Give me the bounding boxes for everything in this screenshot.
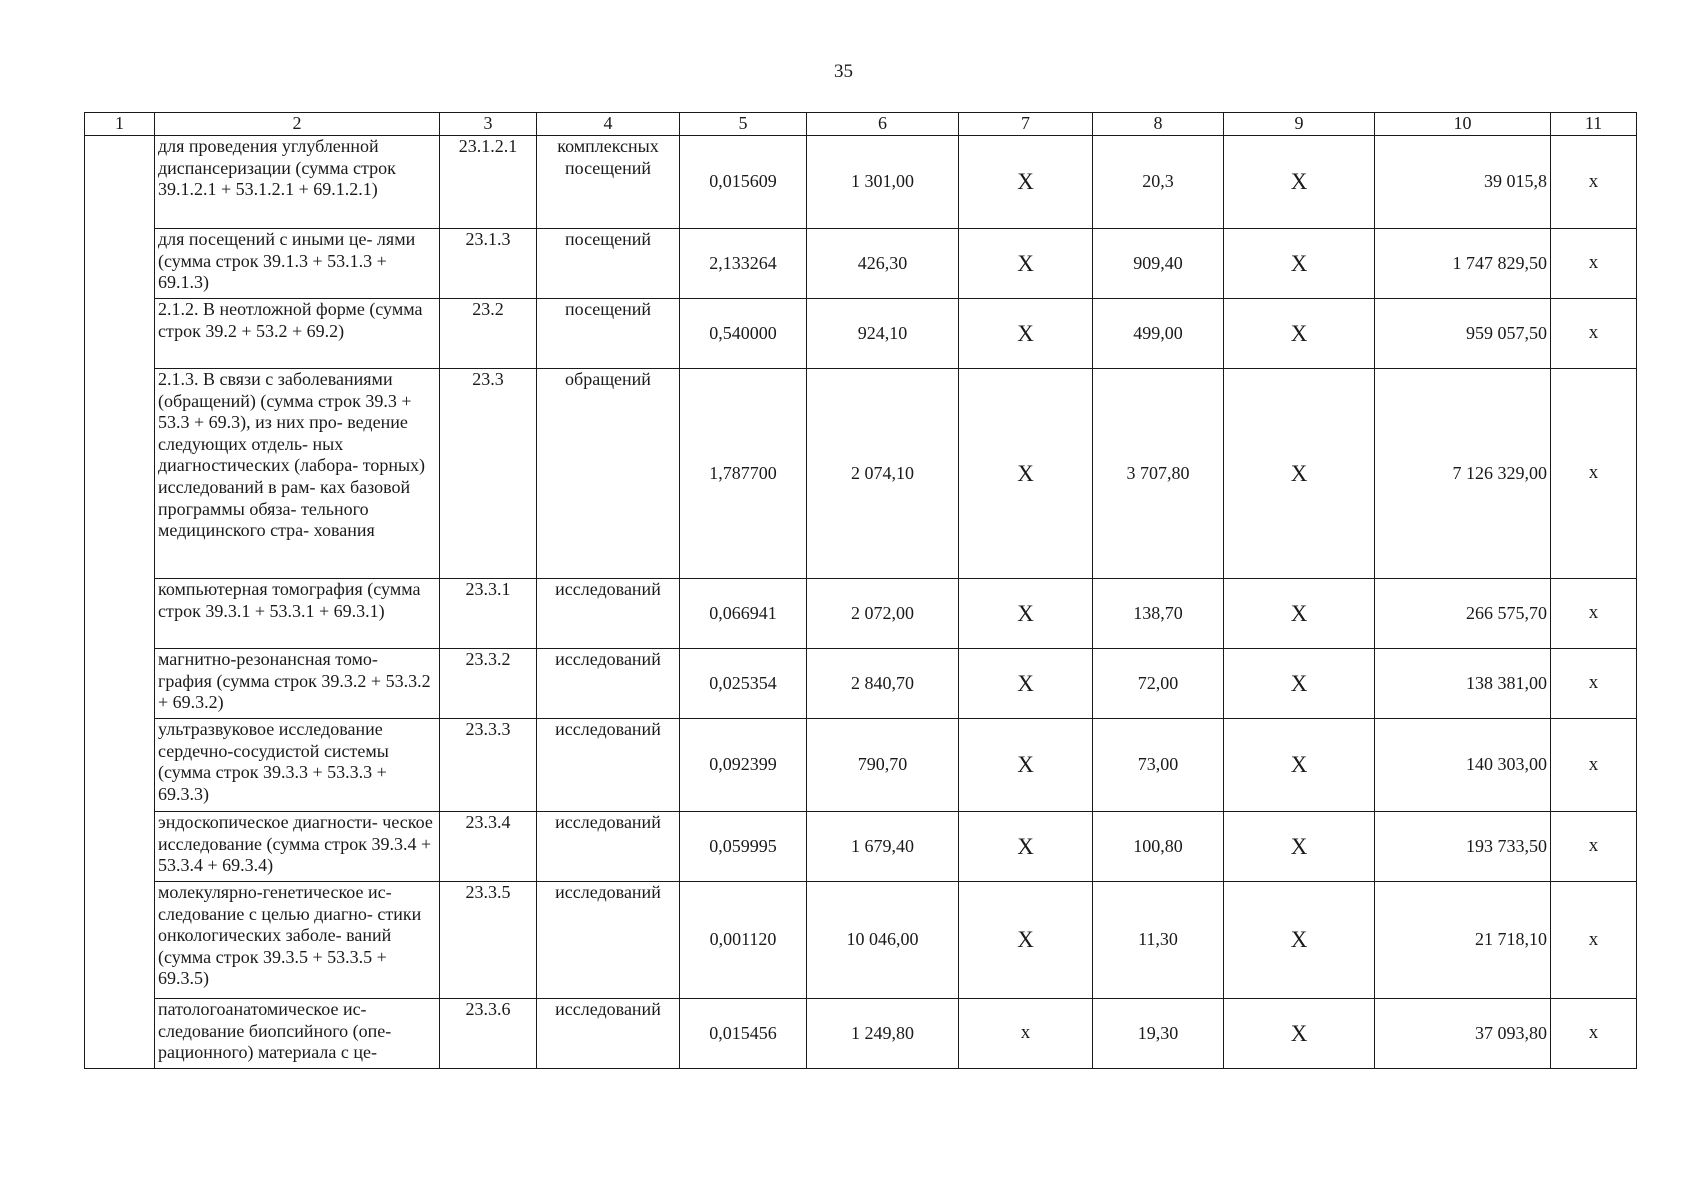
per-capita-value: 20,3 — [1093, 136, 1224, 229]
column-header: 10 — [1375, 113, 1551, 136]
not-applicable-mark: X — [959, 882, 1093, 999]
not-applicable-mark: x — [1551, 719, 1637, 812]
not-applicable-mark: X — [959, 299, 1093, 369]
per-capita-value: 909,40 — [1093, 229, 1224, 299]
table-row — [85, 579, 1637, 649]
unit-cost: 2 072,00 — [807, 579, 959, 649]
row-code: 23.2 — [440, 299, 537, 369]
not-applicable-mark: X — [1224, 999, 1375, 1069]
indicator-name: ультразвуковое исследование сердечно-сосудистой системы (сумма строк 39.3.3 + 53.3.3 + 69.3.3) — [155, 719, 440, 812]
not-applicable-mark: X — [1224, 369, 1375, 579]
unit-of-measure: посещений — [537, 299, 680, 369]
total-value: 1 747 829,50 — [1375, 229, 1551, 299]
row-code: 23.3.3 — [440, 719, 537, 812]
not-applicable-mark: x — [1551, 369, 1637, 579]
not-applicable-mark: X — [1224, 719, 1375, 812]
total-value: 193 733,50 — [1375, 812, 1551, 882]
volume-norm: 0,025354 — [680, 649, 807, 719]
not-applicable-mark: X — [959, 136, 1093, 229]
indicator-name: компьютерная томография (сумма строк 39.3.1 + 53.3.1 + 69.3.1) — [155, 579, 440, 649]
row-code: 23.3.2 — [440, 649, 537, 719]
volume-norm: 0,066941 — [680, 579, 807, 649]
total-value: 21 718,10 — [1375, 882, 1551, 999]
unit-cost: 1 249,80 — [807, 999, 959, 1069]
row-code: 23.1.3 — [440, 229, 537, 299]
unit-of-measure: исследований — [537, 812, 680, 882]
per-capita-value: 3 707,80 — [1093, 369, 1224, 579]
per-capita-value: 73,00 — [1093, 719, 1224, 812]
per-capita-value: 11,30 — [1093, 882, 1224, 999]
column-header: 9 — [1224, 113, 1375, 136]
unit-cost: 1 301,00 — [807, 136, 959, 229]
not-applicable-mark: X — [959, 579, 1093, 649]
unit-cost: 2 074,10 — [807, 369, 959, 579]
column-header: 1 — [85, 113, 155, 136]
unit-of-measure: исследований — [537, 719, 680, 812]
volume-norm: 0,092399 — [680, 719, 807, 812]
row-code: 23.1.2.1 — [440, 136, 537, 229]
indicator-name: магнитно-резонансная томо- графия (сумма строк 39.3.2 + 53.3.2 + 69.3.2) — [155, 649, 440, 719]
not-applicable-mark: x — [1551, 299, 1637, 369]
table-row — [85, 719, 1637, 812]
not-applicable-mark: x — [959, 999, 1093, 1069]
row-code: 23.3.5 — [440, 882, 537, 999]
not-applicable-mark: X — [959, 649, 1093, 719]
unit-of-measure: исследований — [537, 579, 680, 649]
unit-cost: 2 840,70 — [807, 649, 959, 719]
total-value: 7 126 329,00 — [1375, 369, 1551, 579]
total-value: 140 303,00 — [1375, 719, 1551, 812]
unit-cost: 924,10 — [807, 299, 959, 369]
table-row — [85, 229, 1637, 299]
indicator-name: эндоскопическое диагности- ческое исследование (сумма строк 39.3.4 + 53.3.4 + 69.3.4) — [155, 812, 440, 882]
not-applicable-mark: X — [1224, 649, 1375, 719]
not-applicable-mark: X — [959, 229, 1093, 299]
per-capita-value: 138,70 — [1093, 579, 1224, 649]
table-row — [85, 136, 1637, 229]
total-value: 959 057,50 — [1375, 299, 1551, 369]
row-code: 23.3.1 — [440, 579, 537, 649]
volume-norm: 1,787700 — [680, 369, 807, 579]
row-group-cell — [85, 136, 155, 1069]
unit-cost: 426,30 — [807, 229, 959, 299]
unit-of-measure: исследований — [537, 882, 680, 999]
indicator-name: молекулярно-генетическое ис- следование с целью диагно- стики онкологических заболе- ваний (сумма строк 39.3.5 + 53.3.5 + 69.3.5) — [155, 882, 440, 999]
column-number-row — [85, 113, 1637, 136]
indicator-name: для посещений с иными це- лями (сумма строк 39.1.3 + 53.1.3 + 69.1.3) — [155, 229, 440, 299]
not-applicable-mark: x — [1551, 999, 1637, 1069]
not-applicable-mark: x — [1551, 649, 1637, 719]
column-header: 2 — [155, 113, 440, 136]
page-number: 35 — [834, 61, 853, 82]
not-applicable-mark: X — [1224, 229, 1375, 299]
unit-cost: 1 679,40 — [807, 812, 959, 882]
total-value: 266 575,70 — [1375, 579, 1551, 649]
not-applicable-mark: X — [959, 369, 1093, 579]
total-value: 138 381,00 — [1375, 649, 1551, 719]
not-applicable-mark: x — [1551, 882, 1637, 999]
table-row — [85, 649, 1637, 719]
per-capita-value: 72,00 — [1093, 649, 1224, 719]
volume-norm: 0,540000 — [680, 299, 807, 369]
unit-of-measure: исследований — [537, 999, 680, 1069]
indicator-name: патологоанатомическое ис- следование биопсийного (опе- рационного) материала с це- — [155, 999, 440, 1069]
not-applicable-mark: x — [1551, 229, 1637, 299]
column-header: 11 — [1551, 113, 1637, 136]
volume-norm: 0,001120 — [680, 882, 807, 999]
column-header: 3 — [440, 113, 537, 136]
unit-of-measure: обращений — [537, 369, 680, 579]
not-applicable-mark: x — [1551, 579, 1637, 649]
column-header: 8 — [1093, 113, 1224, 136]
indicator-name: для проведения углубленной диспансеризации (сумма строк 39.1.2.1 + 53.1.2.1 + 69.1.2.1) — [155, 136, 440, 229]
not-applicable-mark: X — [959, 812, 1093, 882]
unit-cost: 10 046,00 — [807, 882, 959, 999]
not-applicable-mark: X — [1224, 579, 1375, 649]
volume-norm: 0,015609 — [680, 136, 807, 229]
total-value: 37 093,80 — [1375, 999, 1551, 1069]
row-code: 23.3 — [440, 369, 537, 579]
volume-norm: 0,059995 — [680, 812, 807, 882]
unit-of-measure: комплексных посещений — [537, 136, 680, 229]
per-capita-value: 499,00 — [1093, 299, 1224, 369]
unit-cost: 790,70 — [807, 719, 959, 812]
column-header: 4 — [537, 113, 680, 136]
column-header: 6 — [807, 113, 959, 136]
not-applicable-mark: X — [959, 719, 1093, 812]
total-value: 39 015,8 — [1375, 136, 1551, 229]
not-applicable-mark: X — [1224, 812, 1375, 882]
volume-norm: 2,133264 — [680, 229, 807, 299]
row-code: 23.3.6 — [440, 999, 537, 1069]
not-applicable-mark: X — [1224, 136, 1375, 229]
indicator-name: 2.1.2. В неотложной форме (сумма строк 39.2 + 53.2 + 69.2) — [155, 299, 440, 369]
indicator-name: 2.1.3. В связи с заболеваниями (обращений) (сумма строк 39.3 + 53.3 + 69.3), из них про- ведение следующих отдель- ных диагностических (лабора- торных) исследований в рам- ках базовой программы обяза- тельного медицинского стра- хования — [155, 369, 440, 579]
not-applicable-mark: X — [1224, 299, 1375, 369]
unit-of-measure: исследований — [537, 649, 680, 719]
table-row — [85, 812, 1637, 882]
per-capita-value: 100,80 — [1093, 812, 1224, 882]
not-applicable-mark: X — [1224, 882, 1375, 999]
column-header: 5 — [680, 113, 807, 136]
volume-cost-table — [84, 112, 1637, 1069]
table-row — [85, 882, 1637, 999]
not-applicable-mark: x — [1551, 812, 1637, 882]
not-applicable-mark: x — [1551, 136, 1637, 229]
row-code: 23.3.4 — [440, 812, 537, 882]
column-header: 7 — [959, 113, 1093, 136]
unit-of-measure: посещений — [537, 229, 680, 299]
table-row — [85, 299, 1637, 369]
table-row — [85, 999, 1637, 1069]
per-capita-value: 19,30 — [1093, 999, 1224, 1069]
volume-norm: 0,015456 — [680, 999, 807, 1069]
table-row — [85, 369, 1637, 579]
